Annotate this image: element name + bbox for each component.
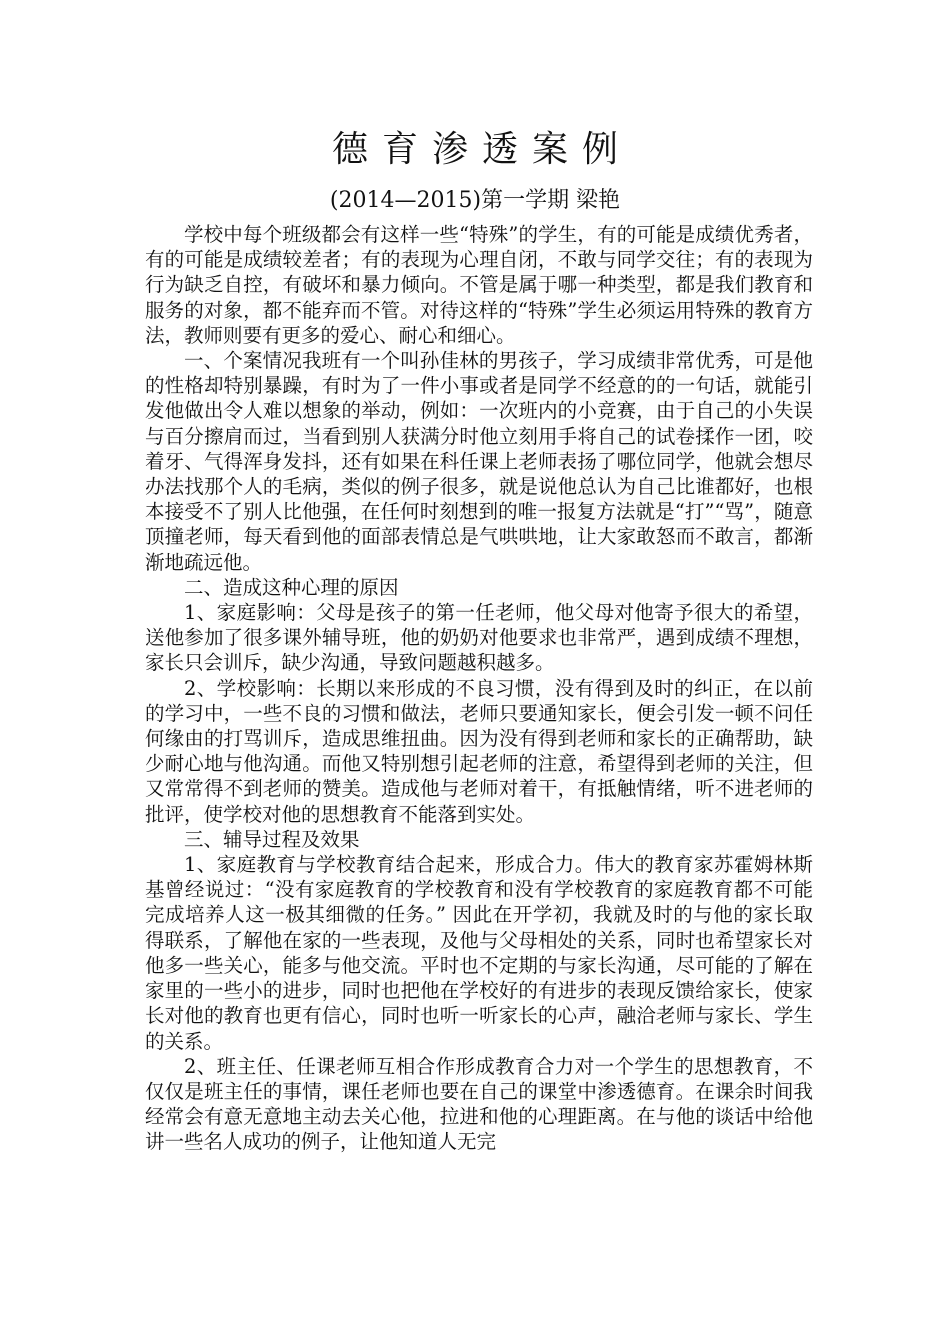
paragraph-case-overview: 一、个案情况我班有一个叫孙佳林的男孩子，学习成绩非常优秀，可是他的性格却特别暴躁，有时为了一件小事或者是同学不经意的的一句话，就能引发他做出令人难以想象的举动，例如：一次班内的小竞赛，由于自己的小失误与百分擦肩而过，当看到别人获满分时他立刻用手将自己的试卷揉作一团，咬着牙、气得浑身发抖，还有如果在科任课上老师表扬了哪位同学，他就会想尽办法找那个人的毛病，类似的例子很多，就是说他总认为自己比谁都好，也根本接受不了别人比他强，在任何时刻想到的唯一报复方法就是“打”“骂”，随意顶撞老师，每天看到他的面部表情总是气哄哄地，让大家敢怒而不敢言，都渐渐地疏远他。	[145, 349, 813, 574]
paragraph-intro: 学校中每个班级都会有这样一些“特殊”的学生，有的可能是成绩优秀者，有的可能是成绩较差者；有的表现为心理自闭，不敢与同学交往；有的表现为行为缺乏自控，有破坏和暴力倾向。不管是属于哪一种类型，都是我们教育和服务的对象，都不能弃而不管。对待这样的“特殊”学生必须运用特殊的教育方法，教师则要有更多的爱心、耐心和细心。	[145, 223, 813, 347]
paragraph-school-influence: 2、学校影响：长期以来形成的不良习惯，没有得到及时的纠正，在以前的学习中，一些不良的习惯和做法，老师只要通知家长，便会引发一顿不问任何缘由的打骂训斥，造成思维扭曲。因为没有得到老师和家长的正确帮助，缺少耐心地与他沟通。而他又特别想引起老师的注意，希望得到老师的关注，但又常常得不到老师的赞美。造成他与老师对着干，有抵触情绪，听不进老师的批评，使学校对他的思想教育不能落到实处。	[145, 676, 813, 826]
section-heading-causes: 二、造成这种心理的原因	[184, 575, 399, 599]
document-subtitle: (2014—2015)第一学期 梁艳	[329, 188, 621, 213]
paragraph-family-school-cooperation: 1、家庭教育与学校教育结合起来，形成合力。伟大的教育家苏霍姆林斯基曾经说过：“没有家庭教育的学校教育和没有学校教育的家庭教育都不可能完成培养人这一极其细微的任务。” 因此在开学初，我就及时的与他的家长取得联系，了解他在家的一些表现，及他与父母相处的关系，同时也希望家长对他多一些关心，能多与他交流。平时也不定期的与家长沟通，尽可能的了解在家里的一些小的进步，同时也把他在学校好的有进步的表现反馈给家长，使家长对他的教育也更有信心，同时也听一听家长的心声，融洽老师与家长、学生的关系。	[145, 853, 813, 1053]
section-heading-process: 三、辅导过程及效果	[184, 827, 360, 851]
paragraph-family-influence: 1、家庭影响：父母是孩子的第一任老师，他父母对他寄予很大的希望，送他参加了很多课外辅导班，他的奶奶对他要求也非常严，遇到成绩不理想，家长只会训斥，缺少沟通，导致问题越积越多。	[145, 601, 813, 675]
document-title: 德育渗透案例	[331, 129, 632, 170]
paragraph-teacher-cooperation: 2、班主任、任课老师互相合作形成教育合力对一个学生的思想教育，不仅仅是班主任的事情，课任老师也要在自己的课堂中渗透德育。在课余时间我经常会有意无意地主动去关心他，拉进和他的心理距离。在与他的谈话中给他讲一些名人成功的例子，让他知道人无完	[145, 1054, 813, 1154]
document-body	[145, 222, 813, 1155]
